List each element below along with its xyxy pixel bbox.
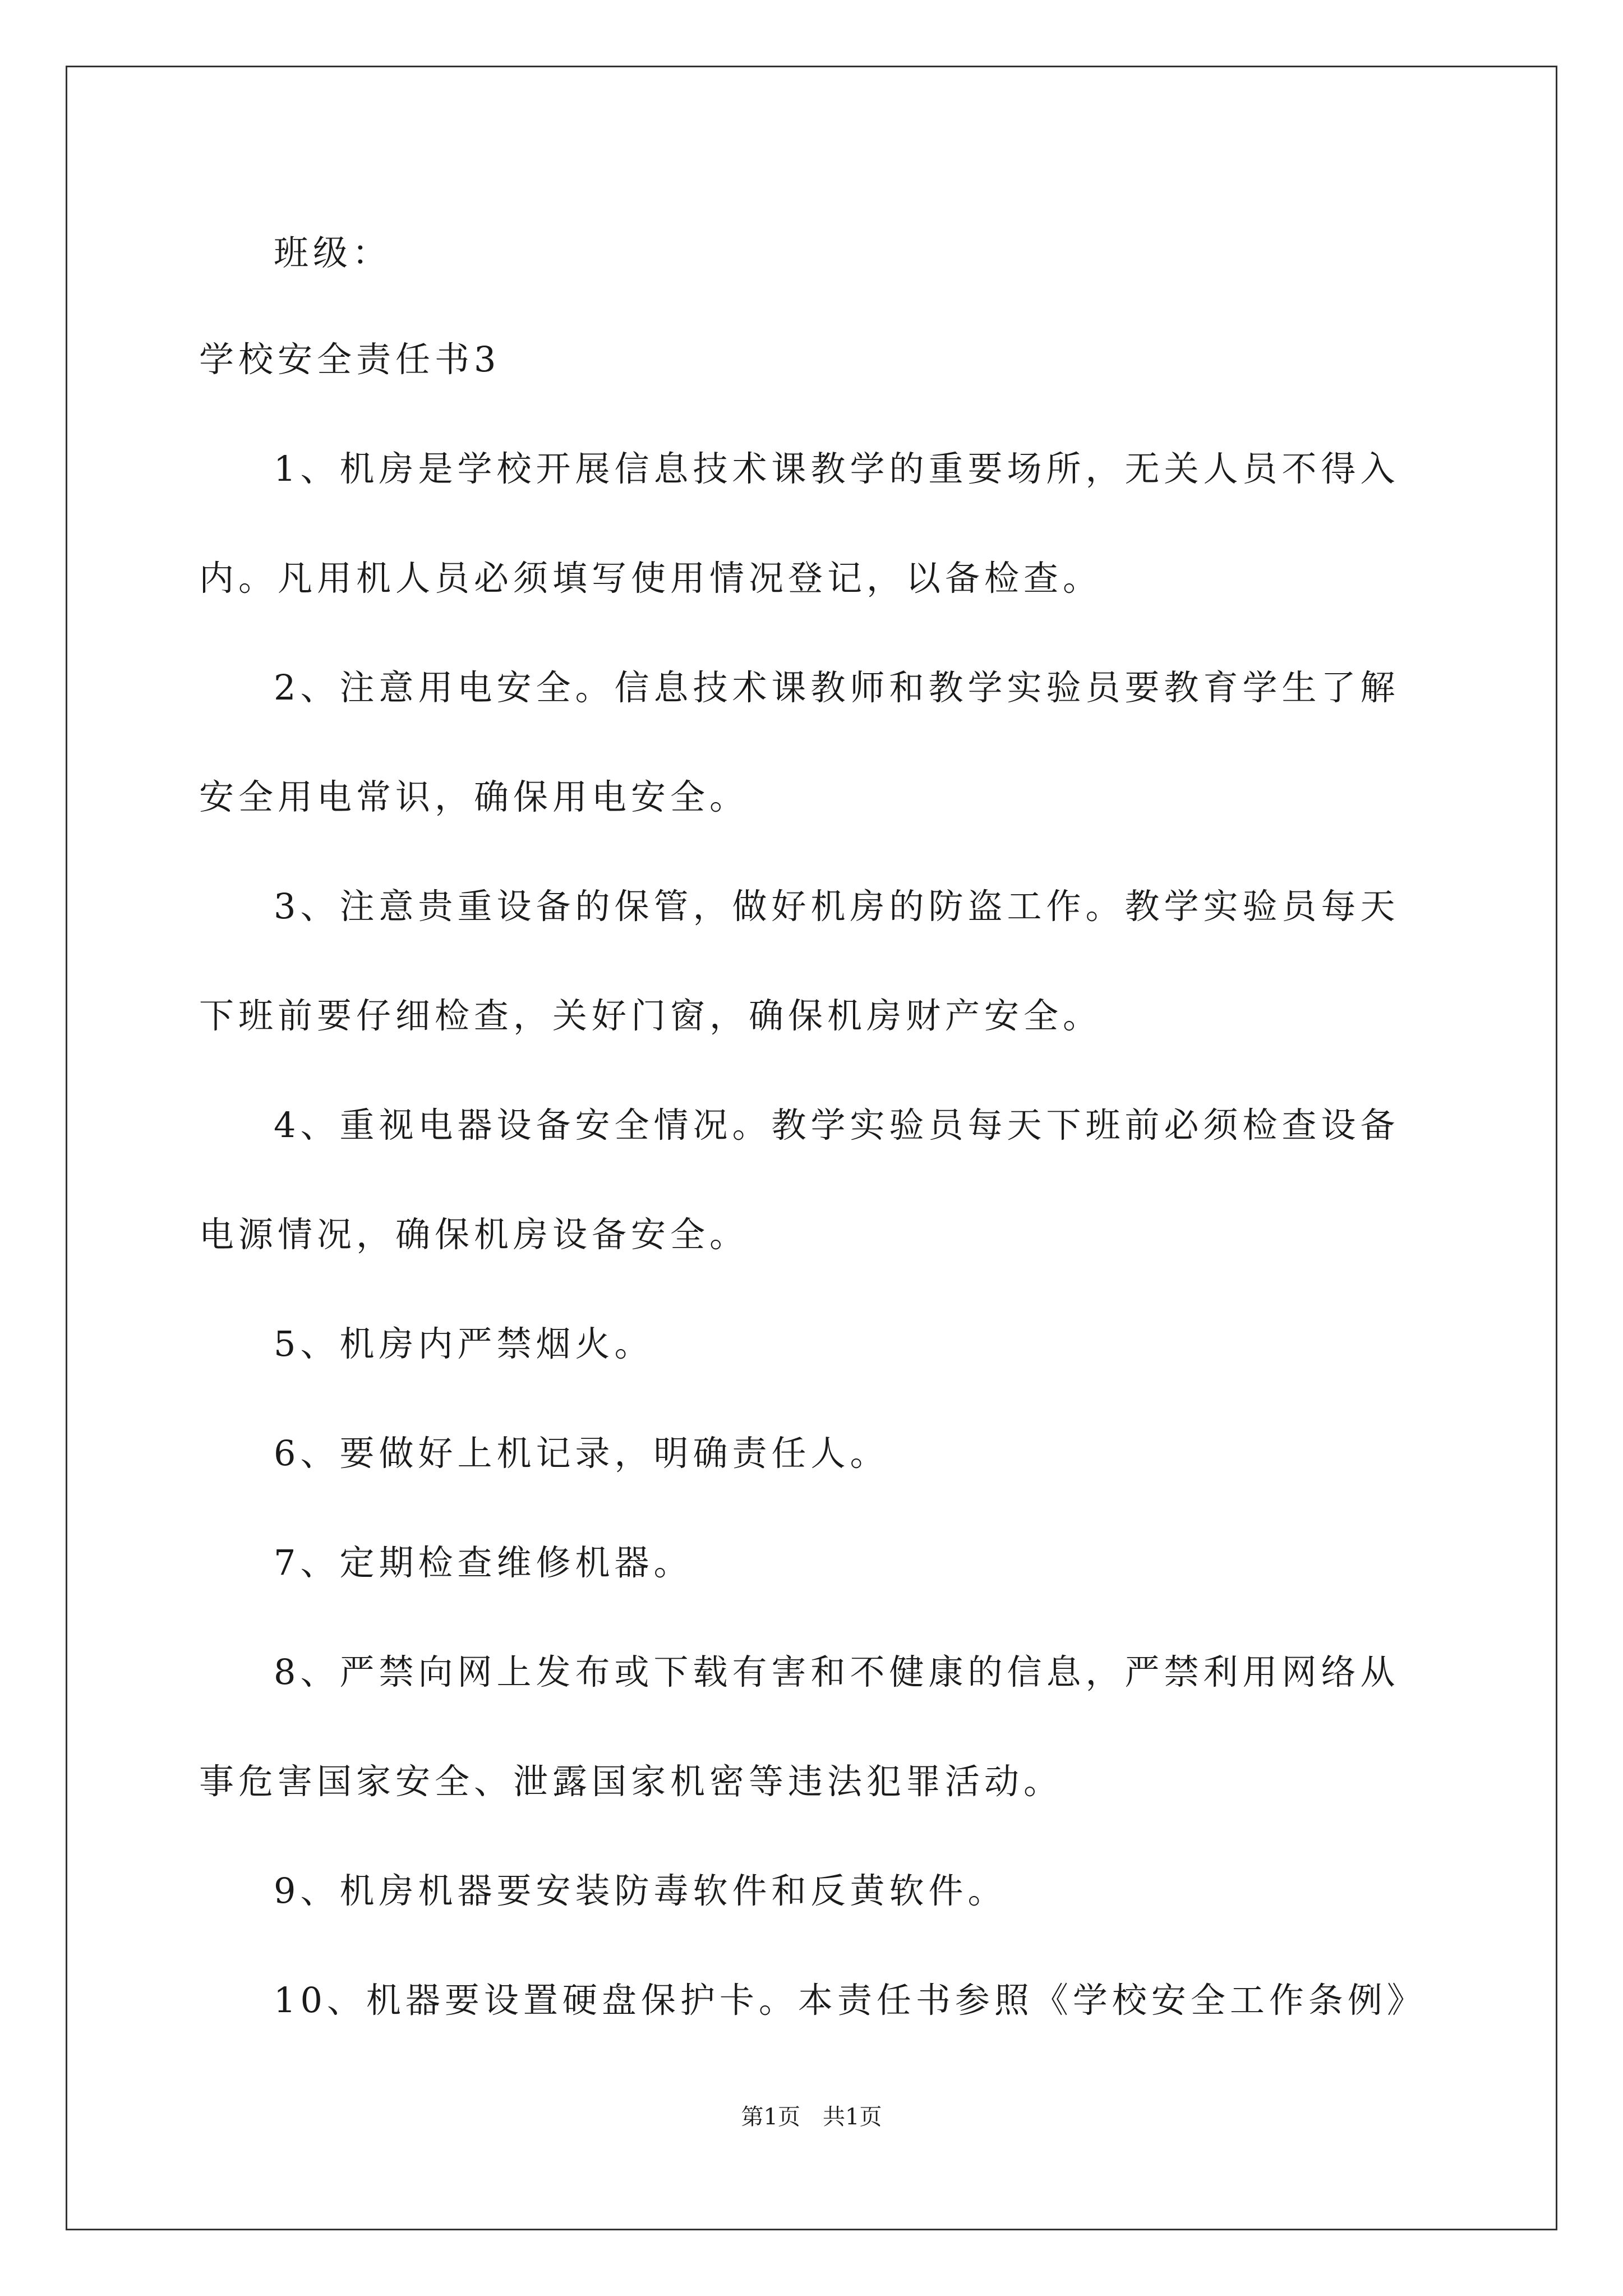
paragraph-line: 6、要做好上机记录，明确责任人。 [274,1433,889,1474]
class-label: 班级： [274,232,392,273]
paragraph-line: 1、机房是学校开展信息技术课教学的重要场所，无关人员不得入 [274,448,1400,489]
paragraph-line: 4、重视电器设备安全情况。教学实验员每天下班前必须检查设备 [274,1105,1400,1145]
paragraph-line: 安全用电常识，确保用电安全。 [199,776,749,817]
page-footer: 第1页 共1页 [741,2104,882,2130]
paragraph-line: 事危害国家安全、泄露国家机密等违法犯罪活动。 [199,1761,1063,1802]
paragraph-line: 2、注意用电安全。信息技术课教师和教学实验员要教育学生了解 [274,667,1400,708]
paragraph-line: 9、机房机器要安装防毒软件和反黄软件。 [274,1870,1007,1911]
paragraph-line: 下班前要仔细检查，关好门窗，确保机房财产安全。 [199,995,1103,1036]
paragraph-line: 7、定期检查维修机器。 [274,1542,693,1583]
paragraph-line: 10、机器要设置硬盘保护卡。本责任书参照《学校安全工作条例》 [274,1980,1426,2021]
paragraph-line: 8、严禁向网上发布或下载有害和不健康的信息，严禁利用网络从 [274,1651,1400,1692]
paragraph-line: 5、机房内严禁烟火。 [274,1323,654,1364]
document-title: 学校安全责任书3 [199,339,501,380]
paragraph-line: 内。凡用机人员必须填写使用情况登记，以备检查。 [199,558,1103,599]
paragraph-line: 3、注意贵重设备的保管，做好机房的防盗工作。教学实验员每天 [274,886,1400,927]
paragraph-line: 电源情况，确保机房设备安全。 [199,1214,749,1255]
